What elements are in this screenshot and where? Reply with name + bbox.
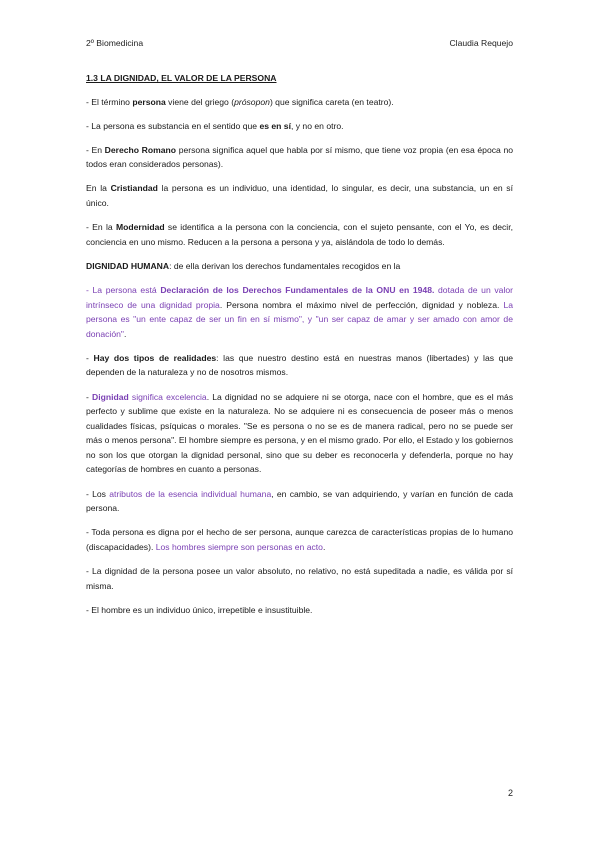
text: - [86, 352, 94, 363]
text: - [86, 391, 92, 402]
text: . [123, 328, 127, 339]
term-derecho-romano: Derecho Romano [104, 144, 177, 155]
paragraph-declaracion-onu [86, 283, 513, 341]
paragraph-tipos-realidades [86, 351, 513, 380]
text: - La dignidad de la persona posee un valor absoluto, no relativo, no está supeditada a nadie, es válida por sí misma. [86, 565, 513, 591]
text: - El hombre es un individuo único, irrepetible e insustituible. [86, 604, 313, 615]
paragraph-dignidad-humana [86, 259, 513, 274]
section-title: 1.3 LA DIGNIDAD, EL VALOR DE LA PERSONA [86, 73, 277, 83]
text: persona significa aquel que habla por sí mismo, que tiene voz propia (en esa época no todos eran considerados personas). [86, 144, 514, 170]
term-tipos-realidades: Hay dos tipos de realidades [93, 352, 217, 363]
term-persona: persona [132, 96, 166, 107]
text: En la [86, 183, 111, 194]
text: . Persona nombra el máximo nivel de perfección, dignidad y nobleza. [219, 299, 504, 310]
text: : de ella derivan los derechos fundamentales recogidos en la [169, 260, 401, 271]
paragraph-valor-absoluto [86, 564, 513, 593]
highlight-text: - La persona está [86, 284, 161, 295]
highlight-text: atributos de la esencia individual humana [109, 488, 272, 499]
paragraph-individuo-unico [86, 603, 513, 618]
paragraph-cristiandad [86, 181, 513, 210]
document-body [86, 71, 513, 627]
paragraph-persona-origin [86, 95, 513, 110]
text: se identifica a la persona con la conciencia, con el sujeto pensante, con el Yo, es decir, conciencia en uno mismo. Reducen a la persona a persona y ya, aislándola de todo lo demás. [86, 222, 513, 247]
highlight-quote: La persona es "un ente capaz de ser un fin en sí mismo", y "un ser capaz de amar y ser amado con amor de donación" [86, 299, 514, 339]
text: la persona es un individuo, una identidad, lo singular, es decir, una substancia, un en sí único. [86, 183, 513, 209]
text: - En la [86, 222, 116, 233]
highlight-text: Los hombres siempre son personas en acto [155, 541, 323, 552]
text: - Toda persona es digna por el hecho de ser persona, aunque carezca de características propias de lo humano (discapacidades). [86, 527, 513, 552]
term-prosopon: prósopon [234, 96, 270, 107]
text: . [322, 541, 326, 552]
term-modernidad: Modernidad [115, 222, 165, 233]
text: , en cambio, se van adquiriendo, y varían en función de cada persona. [86, 488, 514, 514]
text: : las que nuestro destino está en nuestras manos (libertades) y las que dependen de la naturaleza y no de nosotros mismos. [86, 352, 514, 378]
term-dignidad-humana: DIGNIDAD HUMANA [86, 260, 170, 271]
term-dignidad: Dignidad [92, 391, 129, 402]
text: - En [86, 144, 105, 155]
text: . La dignidad no se adquiere ni se otorga, nace con el hombre, que es el más perfecto y sublime que existe en la naturaleza. No se adquiere ni es consecuencia de poseer más o menos cualidades físicas, psíquicas o morales. "Se es persona o no se es de manera radical, pero no se puede ser más o menos persona". El hombre siempre es persona, y en el mismo grado. Por ello, el Estado y los gobiernos no son los que otorgan la dignidad personal, sino que su deber es reconocerla y defenderla, porque no hay categorías de hombres en cuanto a personas. [86, 391, 513, 475]
highlight-text: dotada de un valor intrínseco de una dignidad propia [86, 284, 513, 310]
text: , y no en otro. [290, 120, 344, 131]
header-author: Claudia Requejo [449, 38, 513, 48]
term-es-en-si: es en sí [259, 120, 291, 131]
text: - El término [86, 96, 133, 107]
paragraph-derecho-romano [86, 143, 513, 172]
text: - Los [86, 488, 110, 499]
term-cristiandad: Cristiandad [110, 183, 158, 194]
paragraph-atributos [86, 487, 513, 516]
paragraph-dignidad-excelencia [86, 390, 513, 478]
header-course: 2º Biomedicina [86, 38, 144, 48]
text: ) que significa careta (en teatro). [269, 96, 394, 107]
paragraph-toda-persona-digna [86, 525, 513, 554]
highlight-text: significa excelencia [128, 391, 207, 402]
text: - La persona es substancia en el sentido que [86, 120, 260, 131]
term-declaracion-onu: Declaración de los Derechos Fundamentales de la ONU en 1948. [160, 284, 435, 295]
paragraph-modernidad [86, 220, 513, 249]
text: viene del griego ( [165, 96, 235, 107]
page-number: 2 [507, 788, 513, 798]
paragraph-substancia [86, 119, 513, 134]
